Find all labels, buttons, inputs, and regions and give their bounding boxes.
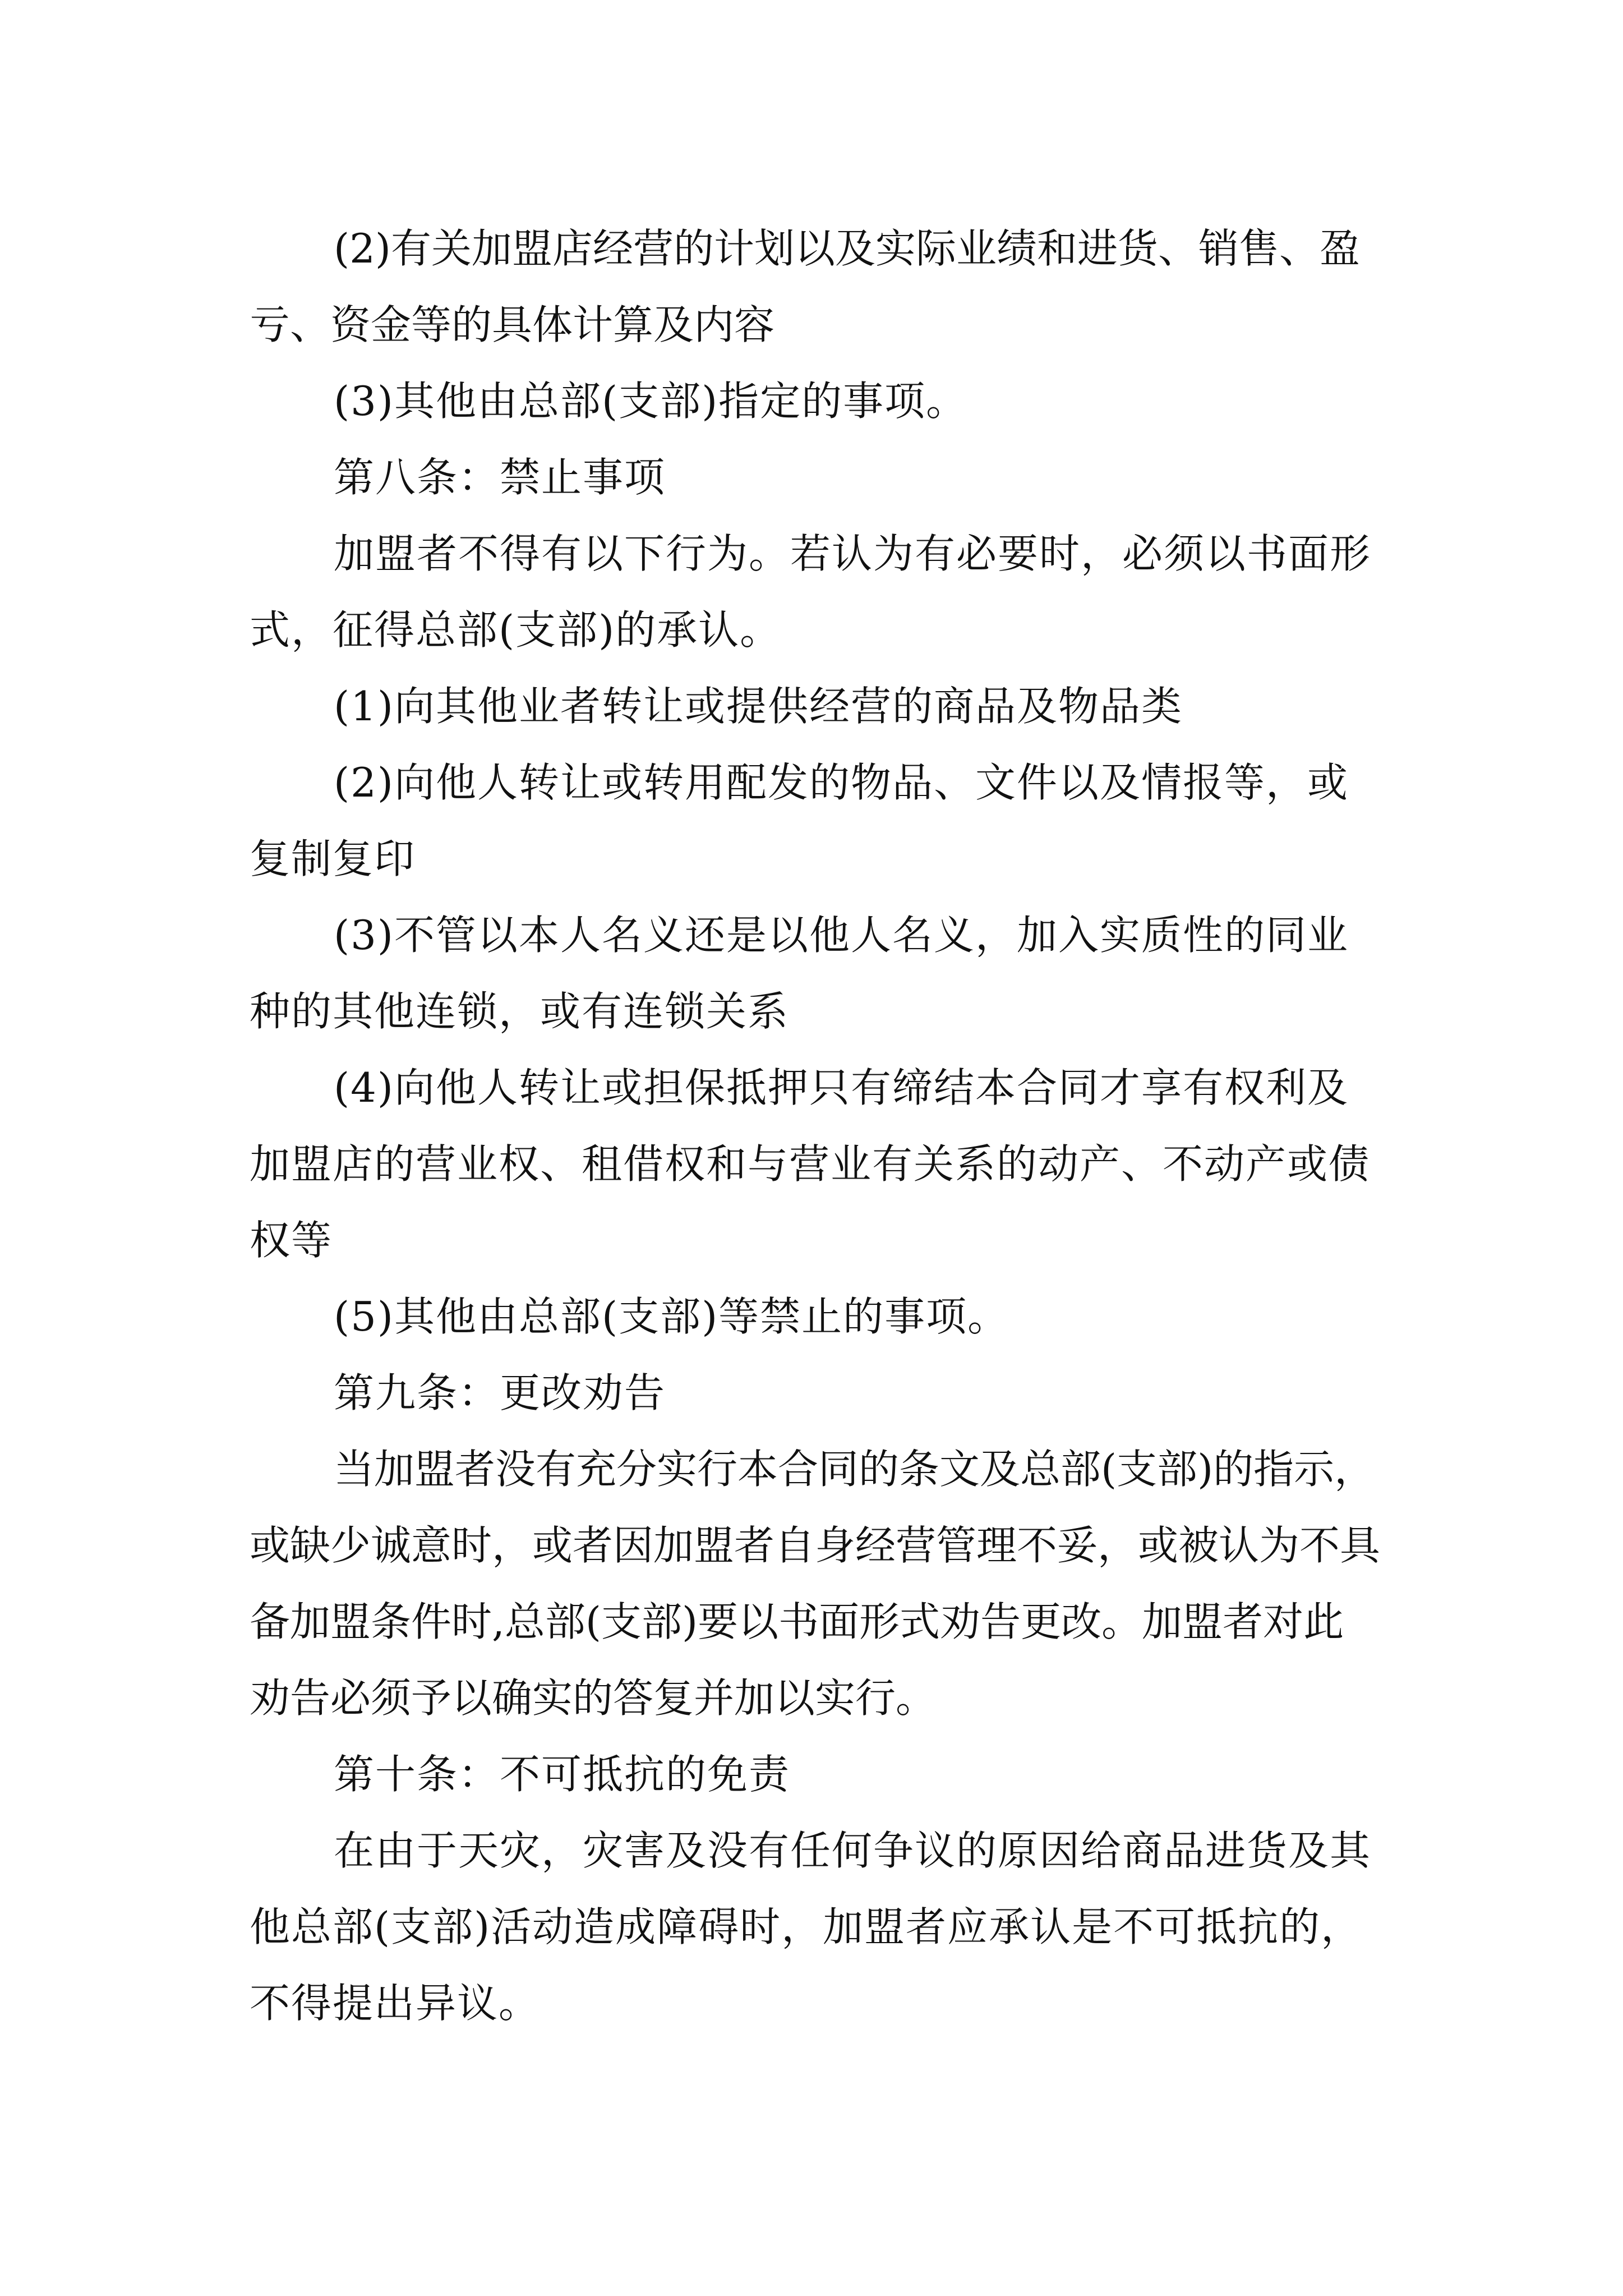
prohibition-item-3: (3)不管以本人名义还是以他人名义，加入实质性的同业种的其他连锁，或有连锁关系 (250, 912, 1349, 1035)
article-8-heading: 第八条：禁止事项 (334, 454, 666, 501)
paragraph-item-2-plan: (2)有关加盟店经营的计划以及实际业绩和进货、销售、盈亏、资金等的具体计算及内容 (250, 225, 1360, 348)
article-10-heading: 第十条：不可抵抗的免责 (334, 1751, 791, 1798)
prohibition-item-2: (2)向他人转让或转用配发的物品、文件以及情报等，或复制复印 (250, 759, 1349, 882)
prohibition-item-1: (1)向其他业者转让或提供经营的商品及物品类 (334, 683, 1183, 730)
prohibition-item-4: (4)向他人转让或担保抵押只有缔结本合同才享有权利及加盟店的营业权、租借权和与营业有关系的动产、不动产或债权等 (250, 1064, 1371, 1264)
paragraph-item-3-designated: (3)其他由总部(支部)指定的事项。 (334, 378, 968, 425)
article-10-body: 在由于天灾，灾害及没有任何争议的原因给商品进货及其他总部(支部)活动造成障碍时，加盟者应承认是不可抵抗的，不得提出异议。 (250, 1827, 1372, 2027)
article-9-heading: 第九条：更改劝告 (334, 1369, 666, 1416)
document-body (250, 210, 1382, 2041)
article-9-body: 当加盟者没有充分实行本合同的条文及总部(支部)的指示，或缺少诚意时，或者因加盟者自身经营管理不妥，或被认为不具备加盟条件时,总部(支部)要以书面形式劝告更改。加盟者对此劝告必须予以确实的答复并加以实行。 (250, 1446, 1381, 1722)
prohibition-item-5: (5)其他由总部(支部)等禁止的事项。 (334, 1293, 1009, 1340)
article-8-intro: 加盟者不得有以下行为。若认为有必要时，必须以书面形式，征得总部(支部)的承认。 (250, 530, 1372, 654)
